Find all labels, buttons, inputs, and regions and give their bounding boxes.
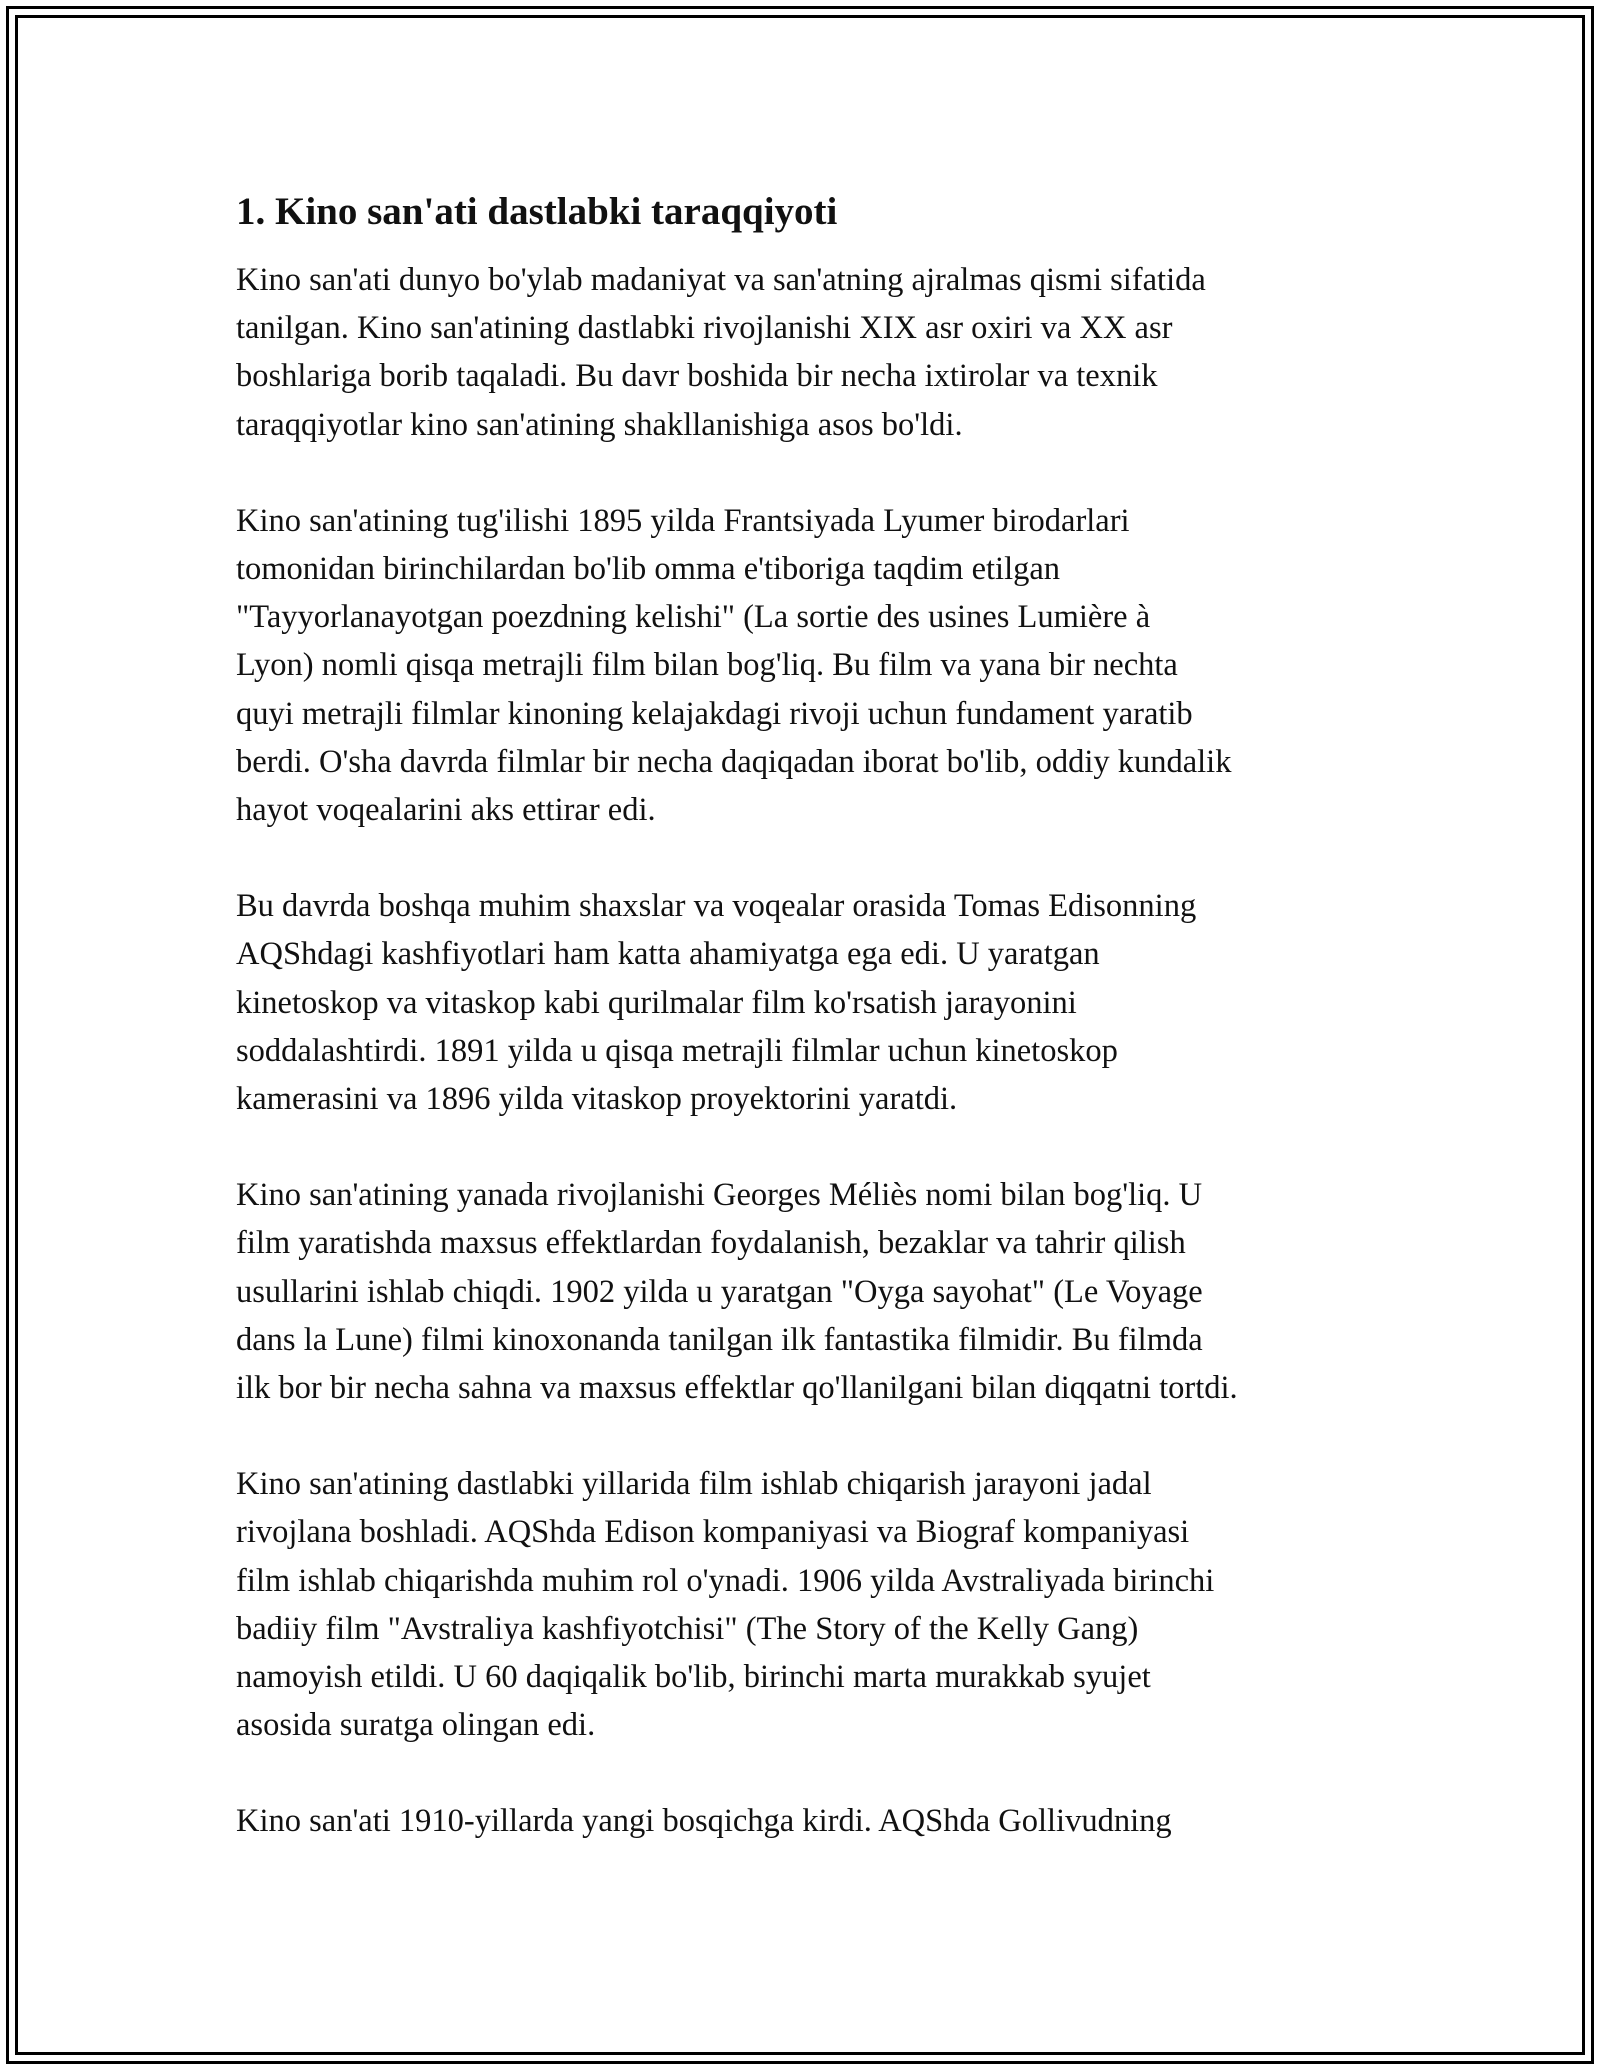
text-line: namoyish etildi. U 60 daqiqalik bo'lib, birinchi marta murakkab syujet xyxy=(236,1659,1151,1696)
text-line: kinetoskop va vitaskop kabi qurilmalar film ko'rsatish jarayonini xyxy=(236,984,1077,1021)
text-line: dans la Lune) filmi kinoxonanda tanilgan ilk fantastika filmidir. Bu filmda xyxy=(236,1321,1203,1358)
paragraph xyxy=(236,497,1376,834)
text-line: tomonidan birinchilardan bo'lib omma e'tiboriga taqdim etilgan xyxy=(236,551,1061,588)
text-line: Kino san'ati dunyo bo'ylab madaniyat va san'atning ajralmas qismi sifatida xyxy=(236,262,1206,298)
text-line: quyi metrajli filmlar kinoning kelajakdagi rivoji uchun fundament yaratib xyxy=(236,695,1193,732)
text-line: taraqqiyotlar kino san'atining shakllanishiga asos bo'ldi. xyxy=(236,406,963,443)
paragraph xyxy=(236,882,1376,1123)
text-line: Kino san'atining tug'ilishi 1895 yilda Frantsiyada Lyumer birodarlari xyxy=(236,502,1130,539)
text-line: "Tayyorlanayotgan poezdning kelishi" (La sortie des usines Lumière à xyxy=(236,599,1151,636)
text-line: ilk bor bir necha sahna va maxsus effektlar qo'llanilgani bilan diqqatni tortdi. xyxy=(236,1370,1238,1407)
paragraph xyxy=(236,1171,1376,1412)
text-line: boshlariga borib taqaladi. Bu davr boshida bir necha ixtirolar va texnik xyxy=(236,358,1158,395)
text-line: soddalashtirdi. 1891 yilda u qisqa metrajli filmlar uchun kinetoskop xyxy=(236,1032,1118,1069)
text-line: Kino san'ati 1910-yillarda yangi bosqichga kirdi. AQShda Gollivudning xyxy=(236,1803,1172,1840)
text-line: Kino san'atining dastlabki yillarida film ishlab chiqarish jarayoni jadal xyxy=(236,1466,1152,1503)
text-line: Kino san'atining yanada rivojlanishi Georges Méliès nomi bilan bog'liq. U xyxy=(236,1177,1203,1214)
text-line: hayot voqealarini aks ettirar edi. xyxy=(236,792,656,829)
paragraph xyxy=(236,1797,1376,1845)
text-line: Bu davrda boshqa muhim shaxslar va voqealar orasida Tomas Edisonning xyxy=(236,888,1197,925)
text-line: film ishlab chiqarishda muhim rol o'ynadi. 1906 yilda Avstraliyada birinchi xyxy=(236,1562,1215,1599)
text-line: Lyon) nomli qisqa metrajli film bilan bog'liq. Bu film va yana bir nechta xyxy=(236,647,1178,684)
document-content xyxy=(236,186,1376,1894)
text-line: AQShdagi kashfiyotlari ham katta ahamiyatga ega edi. U yaratgan xyxy=(236,936,1100,973)
section-heading: 1. Kino san'ati dastlabki taraqqiyoti xyxy=(236,190,838,233)
text-line: asosida suratga olingan edi. xyxy=(236,1707,596,1744)
text-line: film yaratishda maxsus effektlardan foydalanish, bezaklar va tahrir qilish xyxy=(236,1225,1186,1262)
paragraph xyxy=(236,1460,1376,1749)
text-line: rivojlana boshladi. AQShda Edison kompaniyasi va Biograf kompaniyasi xyxy=(236,1514,1190,1551)
text-line: badiiy film "Avstraliya kashfiyotchisi" (The Story of the Kelly Gang) xyxy=(236,1610,1139,1647)
text-line: kamerasini va 1896 yilda vitaskop proyektorini yaratdi. xyxy=(236,1081,958,1118)
paragraph xyxy=(236,256,1376,449)
text-line: berdi. O'sha davrda filmlar bir necha daqiqadan iborat bo'lib, oddiy kundalik xyxy=(236,743,1232,780)
text-line: tanilgan. Kino san'atining dastlabki rivojlanishi XIX asr oxiri va XX asr xyxy=(236,310,1173,347)
text-line: usullarini ishlab chiqdi. 1902 yilda u yaratgan "Oyga sayohat" (Le Voyage xyxy=(236,1273,1203,1310)
